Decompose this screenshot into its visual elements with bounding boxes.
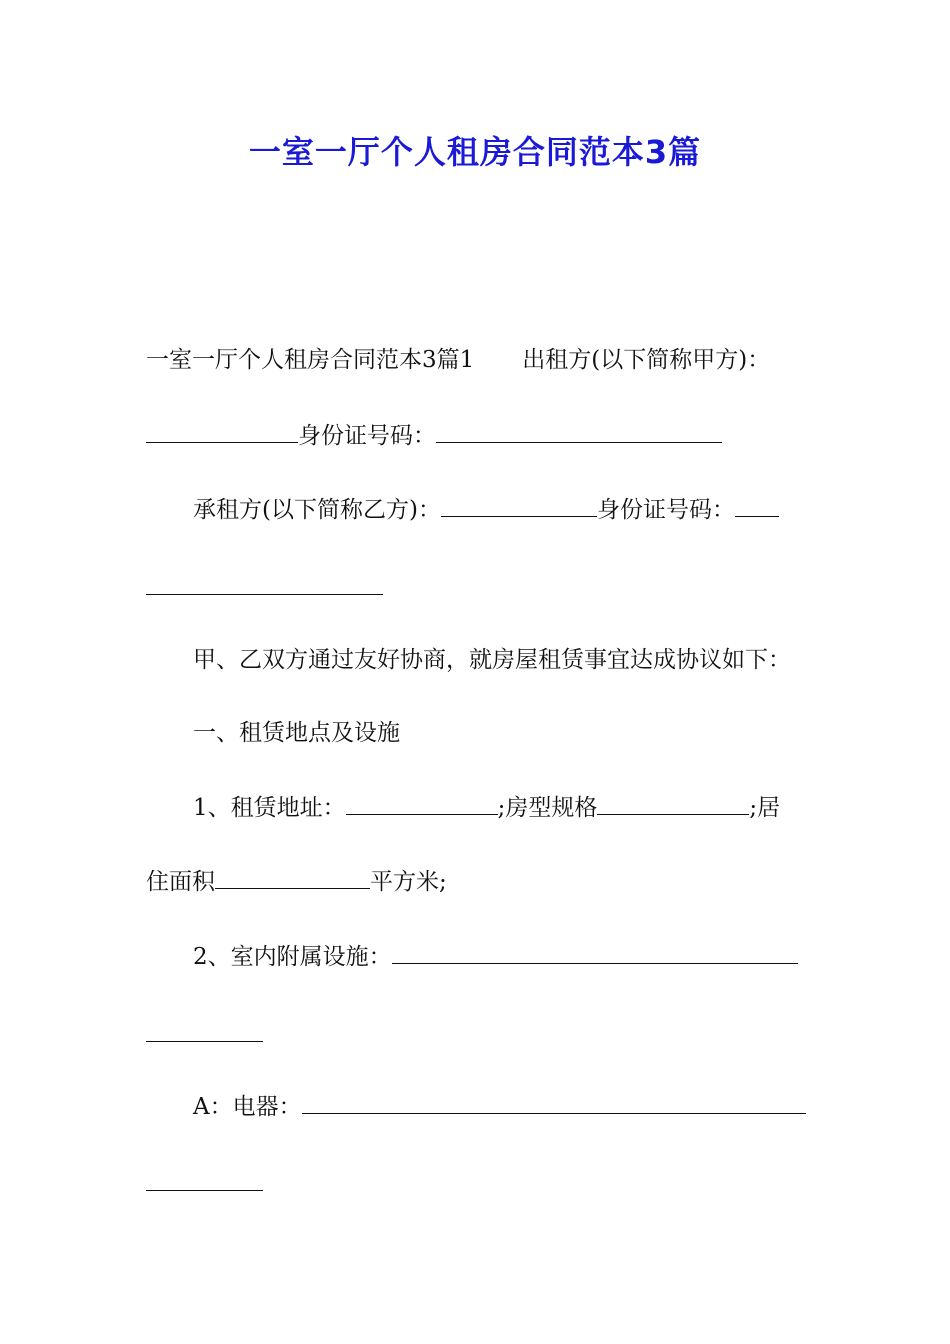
lessee-id-label: 身份证号码： bbox=[596, 497, 735, 523]
house-type-label: ;房型规格 bbox=[497, 795, 598, 821]
appliances-blank-continued[interactable] bbox=[146, 1189, 263, 1191]
appliances-blank[interactable] bbox=[302, 1091, 806, 1114]
house-type-blank[interactable] bbox=[597, 792, 749, 815]
area-blank[interactable] bbox=[215, 866, 370, 889]
contract-heading: 一室一厅个人租房合同范本3篇1 bbox=[146, 347, 475, 373]
facilities-blank[interactable] bbox=[392, 941, 798, 964]
section-1-heading: 一、租赁地点及设施 bbox=[193, 720, 400, 746]
address-label: 1、租赁地址： bbox=[193, 795, 346, 821]
live-label: ;居 bbox=[749, 795, 781, 821]
lessee-label: 承租方(以下简称乙方)： bbox=[193, 497, 441, 523]
lessee-name-blank[interactable] bbox=[441, 494, 597, 517]
area-label: 住面积 bbox=[146, 869, 215, 895]
item-2-line bbox=[193, 941, 798, 973]
lessee-line bbox=[193, 494, 779, 526]
lessor-name-blank[interactable] bbox=[146, 420, 298, 443]
facilities-label: 2、室内附属设施： bbox=[193, 944, 392, 970]
item-a-line bbox=[193, 1091, 806, 1123]
lessee-id-blank[interactable] bbox=[735, 494, 779, 517]
lessee-id-blank-continued[interactable] bbox=[146, 593, 383, 595]
lessor-id-blank[interactable] bbox=[436, 420, 722, 443]
document-title: 一室一厅个人租房合同范本3篇 bbox=[248, 133, 702, 171]
lessor-id-label: 身份证号码： bbox=[298, 423, 436, 449]
appliances-label: A：电器： bbox=[193, 1094, 302, 1120]
address-blank[interactable] bbox=[346, 792, 498, 815]
facilities-blank-continued[interactable] bbox=[146, 1040, 263, 1042]
area-unit: 平方米; bbox=[370, 869, 447, 895]
item-1-line bbox=[193, 792, 780, 824]
lessor-id-line bbox=[146, 420, 722, 452]
agreement-line: 甲、乙双方通过友好协商，就房屋租赁事宜达成协议如下： bbox=[193, 647, 791, 673]
area-line bbox=[146, 866, 447, 898]
lessor-label: 出租方(以下简称甲方)： bbox=[522, 347, 771, 373]
heading-line bbox=[146, 344, 770, 376]
